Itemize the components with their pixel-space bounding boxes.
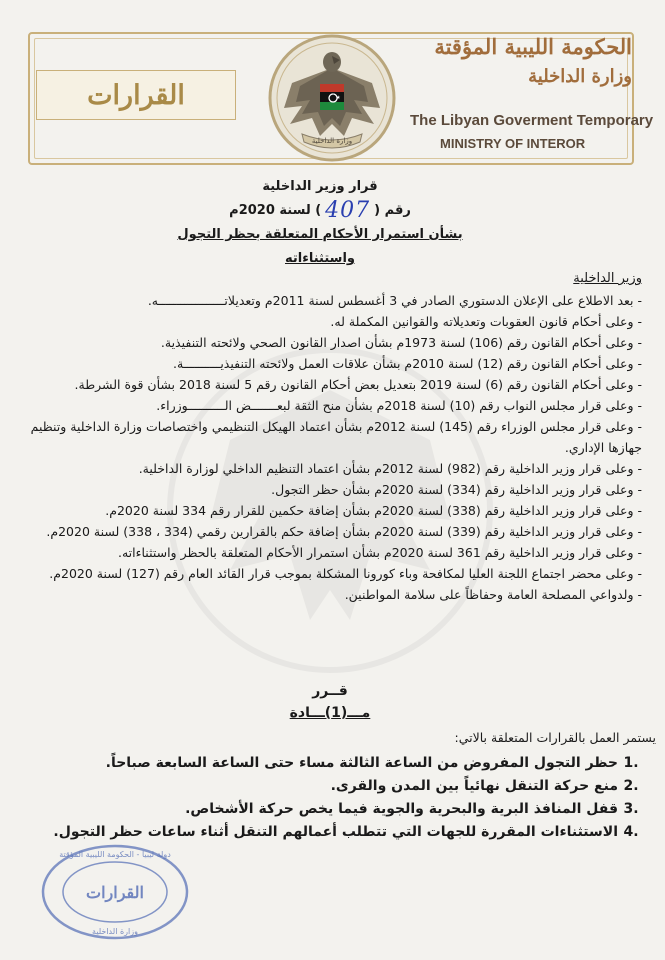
preamble-clause: - وعلى قرار وزير الداخلية رقم (334) لسنة 2020م بشأن حظر التجول.: [271, 482, 642, 497]
preamble-clause: - وعلى أحكام القانون رقم (106) لسنة 1973م بشأن اصدار القانون الصحي ولائحته التنفيذية.: [160, 335, 642, 350]
libya-eagle-emblem-icon: [262, 28, 402, 168]
preamble-clause: - وعلى قرار وزير الداخلية رقم (339) لسنة 2020م بشأن إضافة حكم بالقرارين رقمي (334 ، 338) لسنة 2020م.: [46, 524, 642, 539]
decree-title-block: [150, 175, 490, 271]
item-number: 2.: [623, 778, 639, 794]
stamp-center-text: القرارات: [86, 883, 144, 902]
preamble-clause: - وعلى محضر اجتماع اللجنة العليا لمكافحة وباء كورونا المشكلة بموجب قرار القائد العام رقم (127) لسنة 2020م.: [49, 566, 642, 581]
preamble-clause: - وعلى قرار وزير الداخلية رقم (338) لسنة 2020م بشأن إضافة حكمين للقرار رقم 334 لسنة 2020م.: [105, 503, 642, 518]
preamble-clause: - وعلى أحكام قانون العقوبات وتعديلاته والقوانين المكملة له.: [330, 314, 642, 329]
preamble-clause: - وعلى أحكام القانون رقم (12) لسنة 2010م بشأن علاقات العمل ولائحته التنفيذيــــــــــة.: [173, 356, 642, 371]
decree-number-handwritten: 407: [325, 198, 371, 223]
item-number: 3.: [623, 801, 639, 817]
decision-items: [24, 752, 644, 844]
preamble-clause: - بعد الاطلاع على الإعلان الدستوري الصادر في 3 أغسطس لسنة 2011م وتعديلاتــــــــــــــــــه.: [147, 293, 642, 308]
preamble-clause: - وعلى قرار مجلس الوزراء رقم (145) لسنة 2012م بشأن اعتماد الهيكل التنظيمي واختصاصات وزارة الداخلية وتنظيم جهازها الإداري.: [30, 419, 642, 455]
preamble-clause: - وعلى قرار مجلس النواب رقم (10) لسنة 2018م بشأن منح الثقة لبعـــــــض الــــــــــوزراء.: [156, 398, 642, 413]
official-stamp-icon: [40, 842, 190, 942]
decision-heading: قــرر: [312, 683, 348, 699]
item-text: منع حركة التنقل نهائياً بين المدن والقرى.: [330, 778, 618, 794]
preamble-clause: - وعلى قرار وزير الداخلية رقم (982) لسنة 2012م بشأن اعتماد التنظيم الداخلي لوزارة الداخلية.: [138, 461, 642, 476]
item-text: قفل المنافذ البرية والبحرية والجوية فيما يخص حركة الأشخاص.: [185, 801, 618, 817]
government-title-en: The Libyan Goverment Temporary: [410, 112, 654, 129]
svg-text:★: ★: [336, 95, 341, 101]
preamble: [24, 268, 642, 605]
item-number: 1.: [623, 755, 639, 771]
article-heading: مـــ(1)ـــادة: [289, 705, 371, 721]
decree-number-line: [150, 199, 490, 223]
decree-subject: بشأن استمرار الأحكام المتعلقة بحظر التجول واستثناءاته: [177, 227, 463, 266]
decision-intro: يستمر العمل بالقرارات المتعلقة بالاتي:: [454, 730, 656, 745]
ministry-title-en: MINISTRY OF INTEROR: [440, 136, 586, 151]
decree-number-suffix: ) لسنة 2020م: [229, 203, 322, 218]
list-item: [24, 798, 644, 821]
decree-title: قرار وزير الداخلية: [262, 179, 378, 194]
decision-heading-block: [260, 680, 400, 724]
government-title-ar: الحكومة الليبية المؤقتة: [434, 34, 632, 59]
preamble-clause: - وعلى قرار وزير الداخلية رقم 361 لسنة 2020م بشأن استمرار الأحكام المتعلقة بالحظر واستثناءاته.: [117, 545, 642, 560]
ministry-title-ar: وزارة الداخلية: [528, 66, 632, 87]
stamp-bottom-text: وزارة الداخلية: [92, 927, 138, 936]
stamp-outer-text: دولة ليبيا - الحكومة الليبية المؤقتة: [59, 850, 171, 859]
item-text: حظر التجول المفروض من الساعة الثالثة مساء حتى الساعة السابعة صباحاً.: [105, 755, 618, 771]
list-item: [24, 821, 644, 844]
list-item: [24, 752, 644, 775]
item-number: 4.: [623, 824, 639, 840]
preamble-clause: - ولدواعي المصلحة العامة وحفاظاً على سلامة المواطنين.: [344, 587, 642, 602]
list-item: [24, 775, 644, 798]
minister-heading: وزير الداخلية: [573, 271, 642, 286]
preamble-clause: - وعلى أحكام القانون رقم (6) لسنة 2019 بتعديل بعض أحكام القانون رقم 5 لسنة 2018 بشأن قوة الشرطة.: [74, 377, 642, 392]
decisions-label: القرارات: [87, 79, 185, 111]
item-text: الاستثناءات المقررة للجهات التي تتطلب أعمالهم التنقل أثناء ساعات حظر التجول.: [53, 824, 618, 840]
emblem-ribbon-text: وزارة الداخلية: [311, 137, 353, 145]
decisions-label-box: [36, 70, 236, 120]
decree-number-prefix: رقم (: [374, 203, 411, 218]
